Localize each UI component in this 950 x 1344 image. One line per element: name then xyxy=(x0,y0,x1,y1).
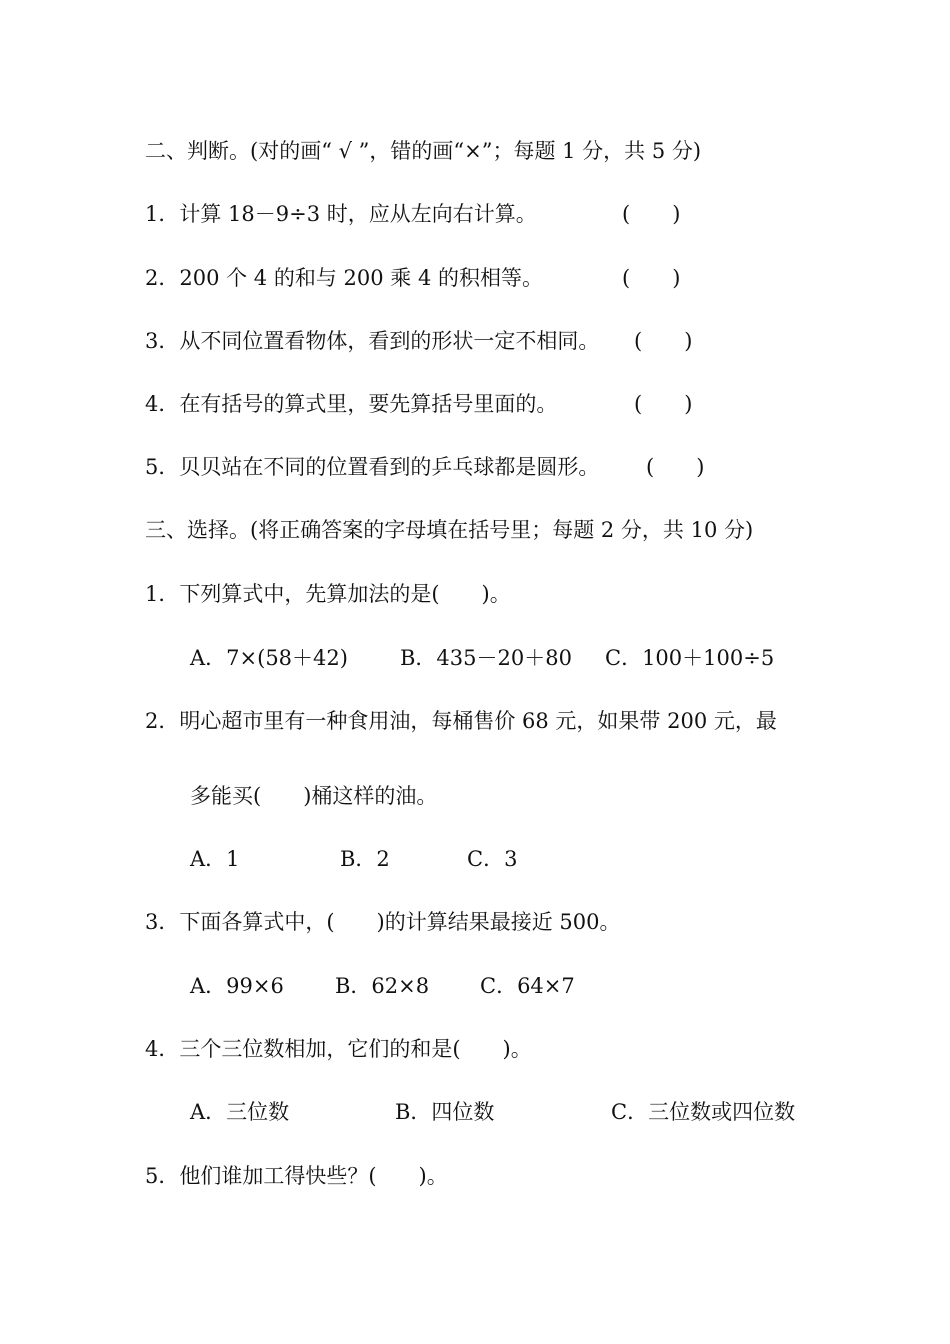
choice-q4-option-b: B．四位数 xyxy=(395,1100,495,1124)
judge-item-3: 3．从不同位置看物体，看到的形状一定不相同。 xyxy=(145,329,600,353)
choice-q3: 3．下面各算式中，( )的计算结果最接近 500。 xyxy=(145,910,621,934)
choice-q1: 1．下列算式中，先算加法的是( )。 xyxy=(145,582,511,606)
choice-q2-option-b: B．2 xyxy=(340,847,390,871)
judge-answer-blank-2[interactable]: ( ) xyxy=(622,266,681,290)
choice-q1-option-c: C．100＋100÷5 xyxy=(605,646,775,670)
choice-q2-option-a: A．1 xyxy=(190,847,240,871)
choice-q3-option-b: B．62×8 xyxy=(335,974,430,998)
choice-q5: 5．他们谁加工得快些？( )。 xyxy=(145,1164,448,1188)
choice-q4-option-a: A．三位数 xyxy=(190,1100,290,1124)
choice-q2-option-c: C．3 xyxy=(467,847,518,871)
choice-q4-option-c: C．三位数或四位数 xyxy=(611,1100,796,1124)
choice-q1-option-b: B．435－20＋80 xyxy=(400,646,572,670)
judge-answer-blank-3[interactable]: ( ) xyxy=(634,329,693,353)
section2-heading: 二、判断。(对的画“ √ ”，错的画“×”；每题 1 分，共 5 分) xyxy=(145,139,702,163)
judge-item-1: 1．计算 18－9÷3 时，应从左向右计算。 xyxy=(145,202,537,226)
judge-item-4: 4．在有括号的算式里，要先算括号里面的。 xyxy=(145,392,558,416)
choice-q3-option-a: A．99×6 xyxy=(190,974,284,998)
judge-answer-blank-1[interactable]: ( ) xyxy=(622,202,681,226)
judge-answer-blank-4[interactable]: ( ) xyxy=(634,392,693,416)
choice-q4: 4．三个三位数相加，它们的和是( )。 xyxy=(145,1037,532,1061)
judge-item-2: 2．200 个 4 的和与 200 乘 4 的积相等。 xyxy=(145,266,543,290)
judge-answer-blank-5[interactable]: ( ) xyxy=(646,455,705,479)
section3-heading: 三、选择。(将正确答案的字母填在括号里；每题 2 分，共 10 分) xyxy=(145,518,754,542)
choice-q1-option-a: A．7×(58＋42) xyxy=(190,646,348,670)
choice-q2-line2: 多能买( )桶这样的油。 xyxy=(190,784,438,808)
judge-item-5: 5．贝贝站在不同的位置看到的乒乓球都是圆形。 xyxy=(145,455,600,479)
choice-q3-option-c: C．64×7 xyxy=(480,974,575,998)
choice-q2-line1: 2．明心超市里有一种食用油，每桶售价 68 元，如果带 200 元，最 xyxy=(145,709,777,733)
